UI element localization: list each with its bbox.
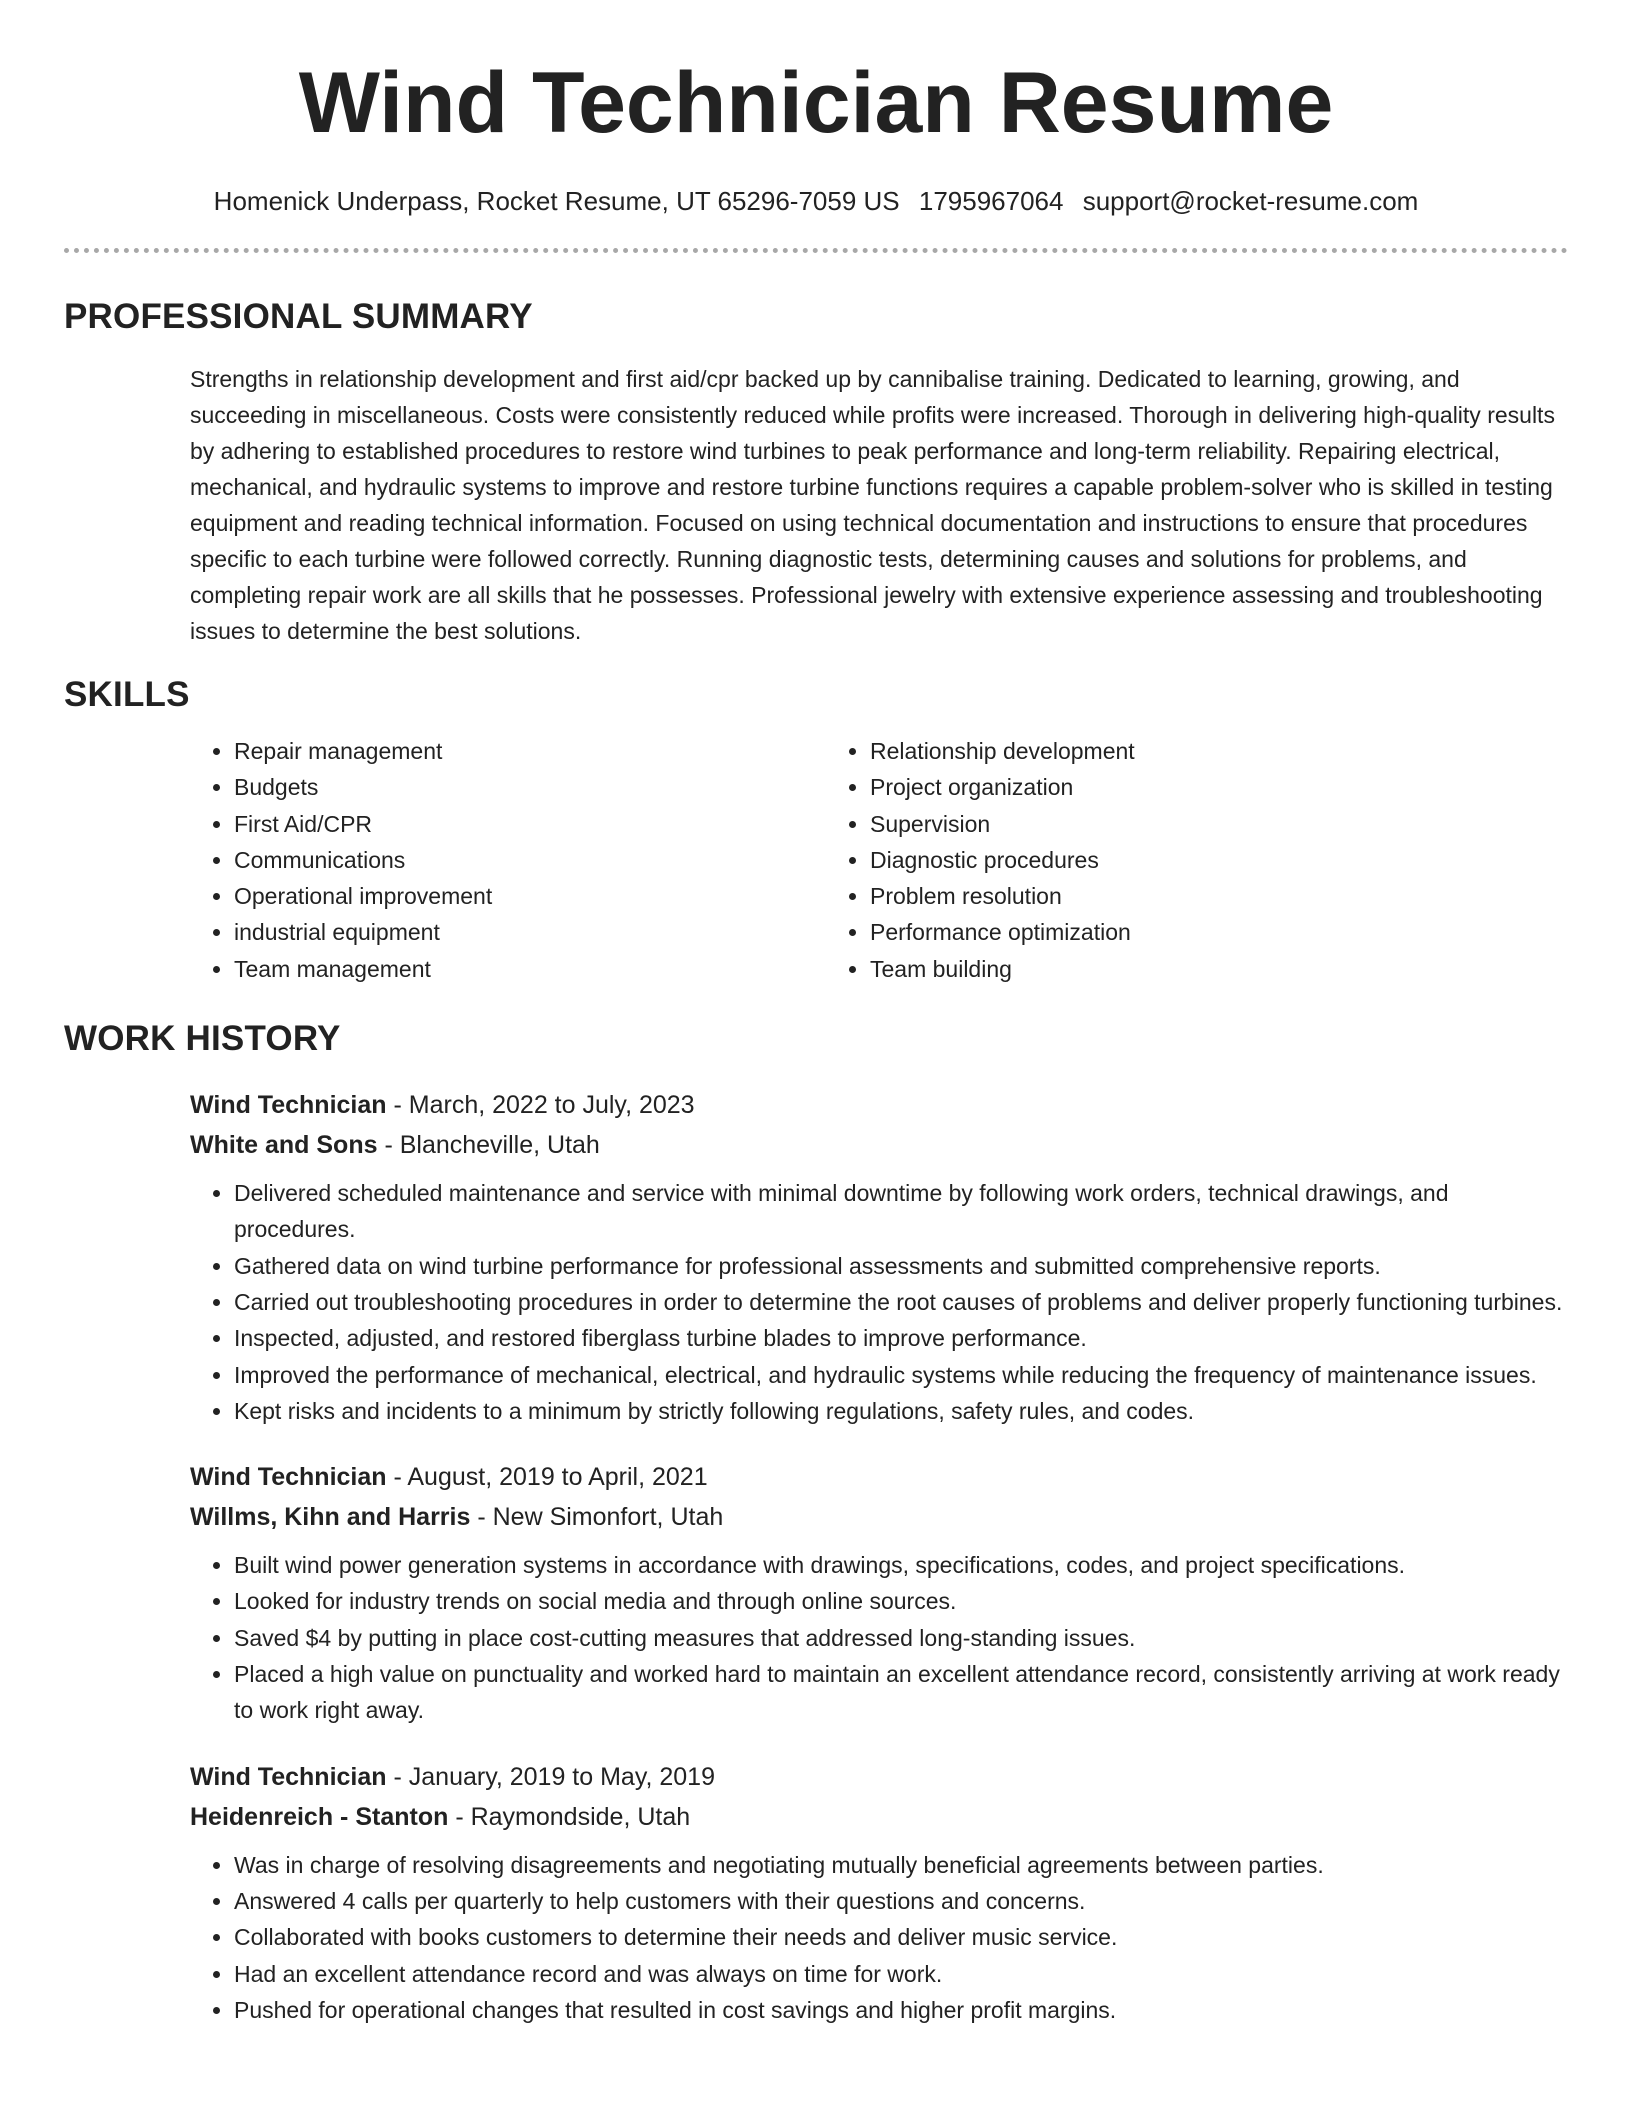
resume-title: Wind Technician Resume <box>298 55 1334 151</box>
summary-text: Strengths in relationship development and first aid/cpr backed up by cannibalise training. Dedicated to learning, growing, and succeeding in miscellaneous. Costs were consistently reduced while profits were increased. Thorough in delivering high-quality results by adhering to established procedures to restore wind turbines to peak performance and long-term reliability. Repairing electrical, mechanical, and hydraulic systems to improve and restore turbine functions requires a capable problem-solver who is skilled in testing equipment and reading technical information. Focused on using technical documentation and instructions to ensure that procedures specific to each turbine were followed correctly. Running diagnostic tests, determining causes and solutions for problems, and completing repair work are all skills that he possesses. Professional jewelry with extensive experience assessing and troubleshooting issues to determine the best solutions. <box>190 366 1555 644</box>
job-bullet: • Kept risks and incidents to a minimum by strictly following regulations, safety rules, and codes. <box>234 1393 1568 1429</box>
job-location: - Blancheville, Utah <box>377 1131 600 1160</box>
skill-item: • Relationship development <box>870 733 1568 769</box>
summary-heading: PROFESSIONAL SUMMARY <box>64 297 533 336</box>
job-dates: - January, 2019 to May, 2019 <box>386 1762 715 1791</box>
job-bullet: • Built wind power generation systems in accordance with drawings, specifications, codes, and project specifications. <box>234 1547 1568 1583</box>
job-location: - New Simonfort, Utah <box>470 1503 724 1532</box>
job-company: Willms, Kihn and Harris <box>190 1503 471 1532</box>
skill-item: • Problem resolution <box>870 878 1568 914</box>
skill-item: • Budgets <box>234 769 826 805</box>
job-bullet: • Had an excellent attendance record and was always on time for work. <box>234 1956 1568 1992</box>
skill-item: • Supervision <box>870 806 1568 842</box>
job-bullet: • Answered 4 calls per quarterly to help customers with their questions and concerns. <box>234 1883 1568 1919</box>
job-bullets <box>190 1547 1568 1728</box>
job-dates: - March, 2022 to July, 2023 <box>386 1091 695 1120</box>
job-location: - Raymondside, Utah <box>448 1802 691 1831</box>
skill-item: • First Aid/CPR <box>234 806 826 842</box>
job-bullets <box>190 1847 1568 2028</box>
job-role: Wind Technician <box>190 1463 387 1492</box>
job-bullet: • Saved $4 by putting in place cost-cutting measures that addressed long-standing issues. <box>234 1620 1568 1656</box>
skill-item: • Communications <box>234 842 826 878</box>
skill-item: • Project organization <box>870 769 1568 805</box>
job-role-line <box>190 1457 1568 1497</box>
job-company: White and Sons <box>190 1131 378 1160</box>
job-company-line <box>190 1797 1568 1837</box>
job-dates: - August, 2019 to April, 2021 <box>386 1463 708 1492</box>
job-entry <box>190 1085 1568 1429</box>
job-bullet: • Inspected, adjusted, and restored fiberglass turbine blades to improve performance. <box>234 1320 1568 1356</box>
job-entry <box>190 1757 1568 2028</box>
job-bullet: • Pushed for operational changes that resulted in cost savings and higher profit margins. <box>234 1992 1568 2028</box>
skill-item: • Operational improvement <box>234 878 826 914</box>
job-bullet: • Gathered data on wind turbine performance for professional assessments and submitted comprehensive reports. <box>234 1248 1568 1284</box>
job-bullets <box>190 1175 1568 1429</box>
skills-grid <box>190 733 1568 987</box>
job-bullet: • Improved the performance of mechanical, electrical, and hydraulic systems while reducing the frequency of maintenance issues. <box>234 1357 1568 1393</box>
job-entry <box>190 1457 1568 1728</box>
job-role-line <box>190 1085 1568 1125</box>
work-history-heading: WORK HISTORY <box>64 1019 341 1059</box>
skills-heading: SKILLS <box>64 675 190 714</box>
job-company-line <box>190 1125 1568 1165</box>
skill-item: • Diagnostic procedures <box>870 842 1568 878</box>
header-divider <box>64 248 1568 253</box>
job-role-line <box>190 1757 1568 1797</box>
job-bullet: • Collaborated with books customers to determine their needs and deliver music service. <box>234 1919 1568 1955</box>
job-bullet: • Delivered scheduled maintenance and service with minimal downtime by following work orders, technical drawings, and procedures. <box>234 1175 1568 1248</box>
skill-item: • Team management <box>234 951 826 987</box>
contact-address: Homenick Underpass, Rocket Resume, UT 65296-7059 US <box>213 186 900 216</box>
job-bullet: • Placed a high value on punctuality and worked hard to maintain an excellent attendance record, consistently arriving at work ready to work right away. <box>234 1656 1568 1729</box>
contact-line <box>64 184 1568 218</box>
skill-item: • industrial equipment <box>234 914 826 950</box>
skills-column-left <box>190 733 826 987</box>
skill-item: • Team building <box>870 951 1568 987</box>
job-company-line <box>190 1497 1568 1537</box>
contact-phone: 1795967064 <box>918 186 1064 216</box>
job-bullet: • Carried out troubleshooting procedures in order to determine the root causes of problems and deliver properly functioning turbines. <box>234 1284 1568 1320</box>
job-role: Wind Technician <box>190 1091 387 1120</box>
skill-item: • Performance optimization <box>870 914 1568 950</box>
job-bullet: • Was in charge of resolving disagreements and negotiating mutually beneficial agreements between parties. <box>234 1847 1568 1883</box>
skills-column-right <box>826 733 1568 987</box>
job-company: Heidenreich - Stanton <box>190 1802 449 1831</box>
contact-email: support@rocket-resume.com <box>1082 186 1419 216</box>
job-role: Wind Technician <box>190 1762 387 1791</box>
job-bullet: • Looked for industry trends on social media and through online sources. <box>234 1583 1568 1619</box>
skill-item: • Repair management <box>234 733 826 769</box>
